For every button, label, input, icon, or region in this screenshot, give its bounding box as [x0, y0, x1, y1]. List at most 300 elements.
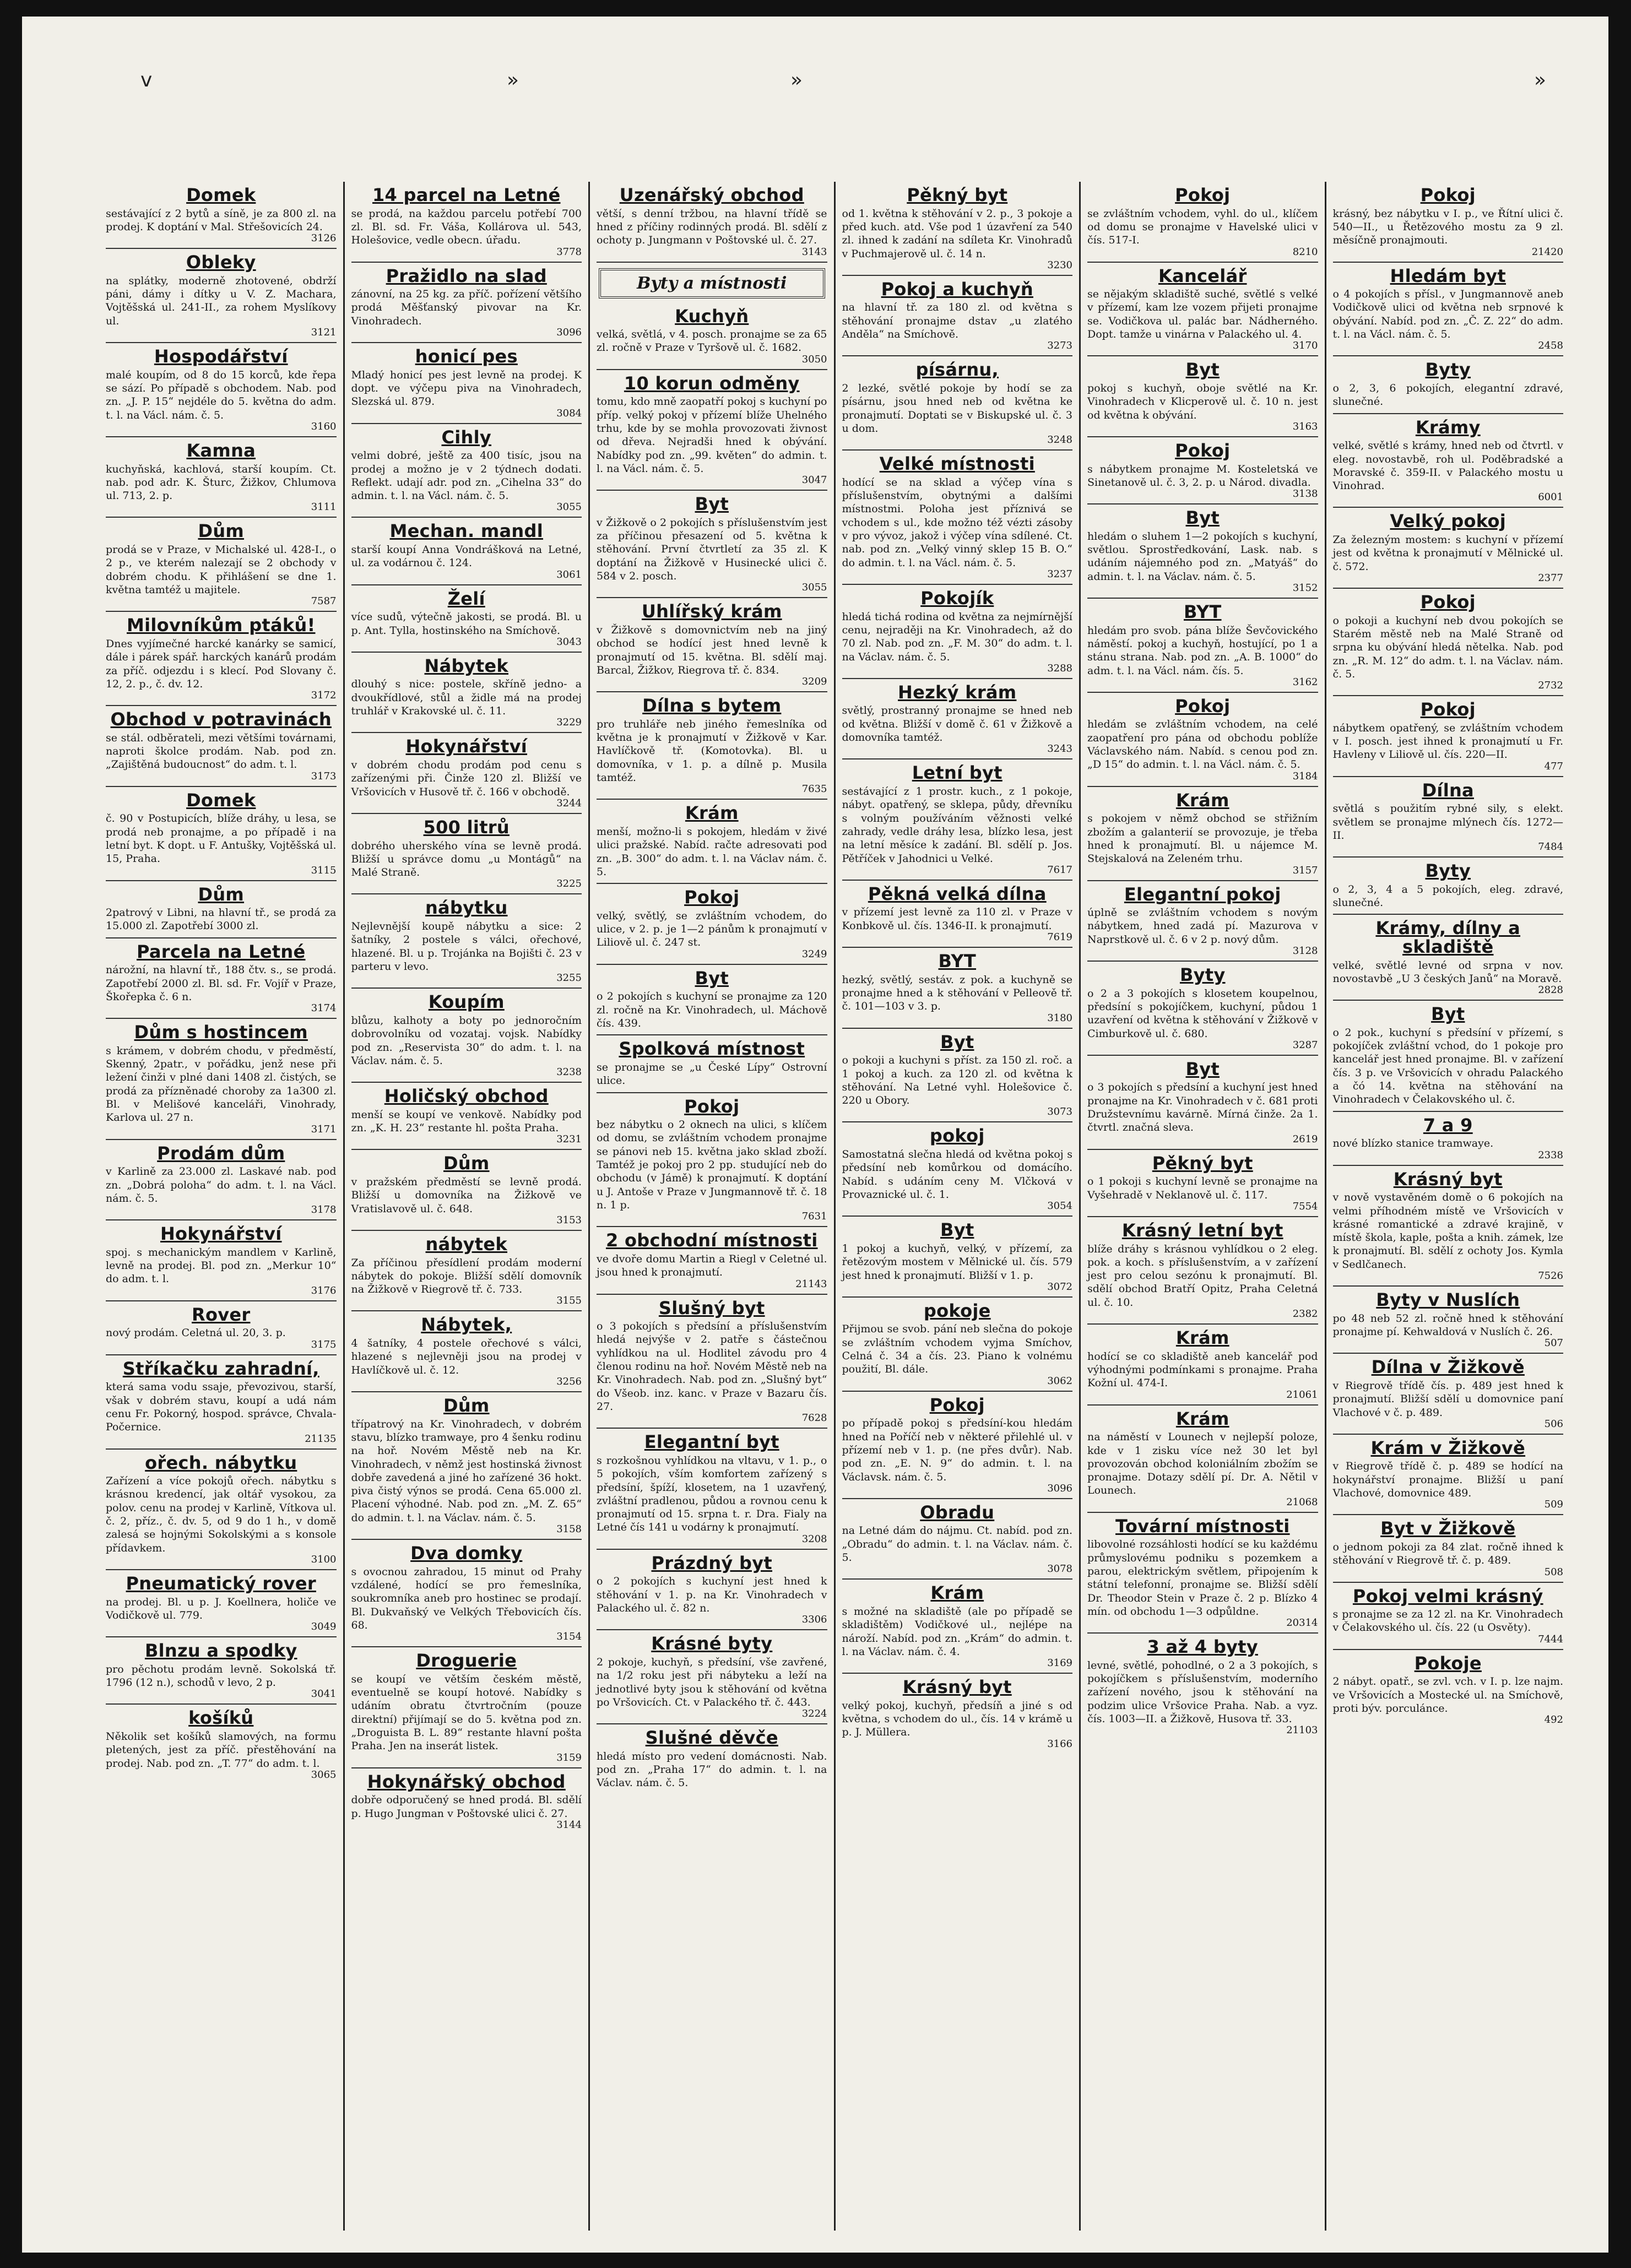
classified-ad: [106, 182, 337, 249]
ad-body: blůzu, kalhoty a boty po jednoročním dobrovolníku od vozataj. vojsk. Nabídky pod zn. „Reservista 30“ do adm. t. l. na Václav. nám. č. 5.: [351, 1014, 582, 1067]
ad-title: Krám: [685, 802, 739, 824]
ad-body: Mladý honicí pes jest levně na prodej. K dopt. ve výčepu piva na Vinohradech, Slezská ul. 879.: [351, 368, 582, 408]
ad-title: Dva domky: [410, 1543, 523, 1564]
ad-body: Nejlevnější koupě nábytku a sice: 2 šatníky, 2 postele s válci, ořechové, hlazené. Bl. u p. Trojánka na Bojišti č. 23 v parteru v levo.: [351, 920, 582, 973]
ad-body: hledám pro svob. pána blíže Ševčovického náměstí. pokoj a kuchyň, hostující, po 1 a stánu strana. Nab. pod zn. „A. B. 1000“ do adm. t. l. na Václ. nám. čís. 5.: [1087, 624, 1318, 677]
ad-body: hodící se co skladiště aneb kancelář pod výhodnými podmínkami s pronajme. Praha Kožní ul. 474-I.: [1087, 1350, 1318, 1390]
ad-body: po 48 neb 52 zl. ročně hned k stěhování pronajme pí. Kehwaldová v Nuslích č. 26.: [1332, 1312, 1563, 1338]
classified-ad: [597, 370, 827, 491]
ad-code: 21103: [1286, 1724, 1318, 1737]
classified-ad: [351, 263, 582, 344]
ad-body: velká, světlá, v 4. posch. pronajme se za 65 zl. ročně v Praze v Tyršově ul. č. 1682.: [597, 328, 827, 354]
classified-ad: [1087, 787, 1318, 881]
top-print-mark: »: [507, 69, 519, 91]
classified-ad: [597, 598, 827, 692]
ad-code: 3084: [556, 407, 582, 419]
ad-title: Byty: [1179, 964, 1226, 986]
ad-body: zánovní, na 25 kg. za příč. pořízení většího prodá Měšťanský pivovar na Kr. Vinohradech.: [351, 288, 582, 327]
ad-body: menší se koupí ve venkově. Nabídky pod zn. „K. H. 23“ restante hl. pošta Praha.: [351, 1108, 582, 1135]
classified-columns: [99, 182, 1570, 2231]
ad-body: se koupí ve větším českém městě, eventuelně se koupí hotové. Nabídky s udáním obratu čtvrtročním (pouze direktní) přijímají se do 5. května pod zn. „Droguista B. L. 89“ restante hlavní pošta Praha. Jen na inserát listek.: [351, 1673, 582, 1752]
ad-code: 492: [1544, 1714, 1563, 1726]
ad-body: nárožní, na hlavní tř., 188 čtv. s., se prodá. Zapotřebí 2000 zl. Bl. sd. Fr. Vojíř v Praze, Škořepka č. 6 n.: [106, 964, 337, 1003]
classified-ad: [351, 653, 582, 734]
ad-title: Byt: [940, 1219, 974, 1241]
ad-title: písárnu,: [915, 359, 999, 381]
ad-code: 3163: [1292, 420, 1318, 432]
ad-body: v Riegrově třídě čís. p. 489 jest hned k pronajmutí. Bližší sdělí u domovnice paní Vlachové v č. p. 489.: [1332, 1379, 1563, 1419]
ad-body: dobrého uherského vína se levně prodá. Bližší u správce domu „u Montágů“ na Malé Straně.: [351, 839, 582, 879]
ad-title: BYT: [938, 951, 977, 972]
ad-title: Pěkný byt: [907, 185, 1008, 205]
classified-ad: [106, 343, 337, 437]
classified-ad: [1087, 504, 1318, 599]
classified-ad: [842, 276, 1073, 357]
ad-title: nábytku: [425, 897, 508, 919]
ad-title: Krásný byt: [902, 1676, 1012, 1698]
ad-title: Krásný letní byt: [1121, 1219, 1283, 1241]
ad-code: 2732: [1538, 680, 1563, 692]
ad-body: o 2, 3, 6 pokojích, elegantní zdravé, slunečné.: [1332, 382, 1563, 408]
ad-code: 3072: [1047, 1281, 1072, 1293]
ad-code: 3065: [311, 1768, 337, 1781]
ad-title: Byt: [1185, 507, 1220, 529]
ad-body: na hlavní tř. za 180 zl. od května s stěhování pronajme dstav „u zlatého Anděla“ na Smíchově.: [842, 301, 1072, 341]
ad-code: 3288: [1047, 662, 1072, 674]
ad-column: [588, 182, 834, 2231]
ad-title: Dílna: [1422, 779, 1474, 801]
classified-ad: [351, 343, 582, 424]
ad-code: 3237: [1047, 568, 1072, 580]
classified-ad: [1333, 1287, 1564, 1354]
ad-title: Krám: [1175, 1408, 1229, 1429]
ad-code: 3121: [311, 327, 337, 339]
ad-title: Pokoj: [1420, 591, 1476, 612]
ad-title: Pokoj: [1175, 695, 1231, 717]
ad-title: Pokojík: [920, 588, 994, 609]
ad-body: pro pěchotu prodám levně. Sokolská tř. 1796 (12 n.), schodů v levo, 2 p.: [106, 1663, 337, 1689]
ad-body: hledá tichá rodina od května za nejmírnější cenu, nejraději na Kr. Vinohradech, až do 70 zl. Nab. pod zn. „F. M. 30“ do adm. t. l. na Václav. nám. č. 5.: [842, 610, 1072, 663]
ad-title: ořech. nábytku: [145, 1452, 297, 1473]
ad-code: 7484: [1538, 841, 1563, 853]
classified-ad: [1087, 1513, 1318, 1634]
ad-body: v Žižkově s domovnictvím neb na jiný obchod se hodící jest hned levně k pronajmutí od 15. května. Bl. sdělí maj. Barcal, Žižkov, Riegrova tř. č. 834.: [597, 623, 827, 676]
ad-code: 8210: [1292, 246, 1318, 258]
ad-code: 3115: [311, 864, 337, 876]
top-print-mark: »: [790, 69, 803, 91]
ad-title: Elegantní pokoj: [1124, 883, 1281, 905]
ad-code: 3138: [1292, 488, 1318, 500]
ad-body: o 1 pokoji s kuchyní levně se pronajme na Vyšehradě v Neklanově ul. č. 117.: [1087, 1175, 1318, 1201]
ad-title: Krám v Žižkově: [1370, 1437, 1526, 1458]
ad-code: 3255: [556, 972, 582, 984]
ad-code: 477: [1544, 760, 1563, 772]
classified-ad: [597, 1429, 827, 1549]
classified-ad: [1087, 1325, 1318, 1406]
classified-ad: [351, 424, 582, 518]
ad-code: 3154: [556, 1631, 582, 1643]
ad-code: 2377: [1538, 572, 1563, 584]
ad-body: ve dvoře domu Martin a Riegl v Celetné ul. jsou hned k pronajmutí.: [597, 1252, 827, 1279]
classified-ad: [106, 1140, 337, 1221]
ad-code: 3244: [556, 797, 582, 809]
classified-ad: [842, 182, 1073, 276]
ad-code: 3230: [1047, 259, 1072, 271]
classified-ad: [351, 518, 582, 585]
ad-code: 3273: [1047, 340, 1072, 352]
ad-body: 2 lezké, světlé pokoje by hodí se za písárnu, jsou hned neb od května ke pronajmutí. Doptati se v Biskupské ul. č. 3 u dom.: [842, 382, 1072, 435]
ad-body: se nějakým skladiště suché, světlé s velké v přízemí, kam lze vozem přijeti pronajme se. Vodičkova ul. palác bar. Nádherného. Dopt. tamže u vinárna v Palackého ul. 4.: [1087, 288, 1318, 341]
classified-ad: [106, 612, 337, 706]
ad-title: nábytek: [425, 1233, 508, 1255]
ad-title: Krámy: [1415, 416, 1481, 438]
ad-title: Obchod v potravinách: [110, 709, 332, 730]
ad-title: 14 parcel na Letné: [372, 185, 561, 205]
classified-ad: [597, 1093, 827, 1228]
ad-code: 3050: [801, 353, 827, 365]
ad-title: Pneumatický rover: [126, 1573, 316, 1594]
classified-ad: [351, 1540, 582, 1647]
classified-ad: [351, 1083, 582, 1150]
ad-code: 3180: [1047, 1012, 1072, 1024]
classified-ad: [842, 585, 1073, 679]
classified-ad: [1333, 414, 1564, 508]
ad-body: v Riegrově třídě č. p. 489 se hodící na hokynářství pronajme. Bližší u paní Vlachové, domovnice 489.: [1332, 1460, 1563, 1500]
ad-body: sestávající z 2 bytů a síně, je za 800 zl. na prodej. K doptání v Mal. Střešovicích 24.: [106, 207, 337, 233]
ad-code: 3126: [311, 232, 337, 245]
ad-body: se prodá, na každou parcelu potřebí 700 zl. Bl. sd. Fr. Váša, Kollárova ul. 543, Holešovice, vedle obecn. úřadu.: [351, 207, 582, 247]
classified-ad: [106, 1301, 337, 1355]
ad-body: třípatrový na Kr. Vinohradech, v dobrém stavu, blízko tramwaye, pro 4 šenku rodinu na hoř. Novém Městě neb na Kr. Vinohradech, v němž jest hostinská živnost dobře zavedená a jiné ho zařízené 36 hokt. piva čistý výnos se prodá. Cena 65.000 zl. Placení výhodné. Nab. pod zn. „M. Z. 65“ do admin. t. l. na Václav. nám. č. 5.: [351, 1418, 582, 1524]
ad-code: 3208: [801, 1533, 827, 1545]
ad-code: 3160: [311, 420, 337, 432]
ad-code: 3055: [556, 501, 582, 513]
ad-title: Kancelář: [1158, 265, 1247, 286]
ad-code: 2619: [1292, 1133, 1318, 1145]
ad-code: 3306: [801, 1614, 827, 1626]
ad-title: Pokoj: [684, 1095, 740, 1117]
ad-title: Byt: [940, 1031, 974, 1052]
ad-title: Pokoj velmi krásný: [1352, 1585, 1543, 1607]
ad-title: Hospodářství: [154, 346, 288, 367]
ad-body: se zvláštním vchodem, vyhl. do ul., klíčem od domu se pronajme v Havelské ulici v čís. 517-I.: [1087, 207, 1318, 247]
ad-code: 3249: [801, 948, 827, 960]
ad-code: 3178: [311, 1204, 337, 1216]
classified-ad: [351, 1311, 582, 1392]
classified-ad: [842, 1029, 1073, 1123]
classified-ad: [842, 1122, 1073, 1217]
ad-body: hledá místo pro vedení domácnosti. Nab. pod zn. „Praha 17“ do admin. t. l. na Václav. nám. č. 5.: [597, 1750, 827, 1789]
ad-body: blíže dráhy s krásnou vyhlídkou o 2 eleg. pok. a koch. s příslušenstvím, a v zařízení jest pro celou sezónu k pronajmutí. Bl. sdělí obchod Bratří Opitz, Praha Celetná ul. č. 10.: [1087, 1242, 1318, 1309]
ad-title: Byt v Žižkově: [1380, 1518, 1516, 1539]
ad-code: 3231: [556, 1133, 582, 1146]
ad-code: 3153: [556, 1214, 582, 1226]
ad-code: 2828: [1538, 984, 1563, 996]
classified-ad: [597, 1295, 827, 1429]
ad-code: 3184: [1292, 770, 1318, 782]
classified-ad: [597, 965, 827, 1036]
ad-code: 7587: [311, 595, 337, 607]
ad-title: Dílna s bytem: [642, 695, 782, 717]
ad-code: 3176: [311, 1284, 337, 1296]
ad-body: o 2 pokojích s kuchyní se pronajme za 120 zl. ročně na Kr. Vinohradech, ul. Máchově čís. 439.: [597, 990, 827, 1029]
ad-body: o 2 pokojích s kuchyní jest hned k stěhování v 1. p. na Kr. Vinohradech v Palackého ul. č. 82 n.: [597, 1575, 827, 1614]
ad-title: 2 obchodní místnosti: [605, 1230, 818, 1251]
ad-code: 3243: [1047, 743, 1072, 755]
ad-code: 3157: [1292, 864, 1318, 876]
classified-ad: [1333, 1001, 1564, 1111]
ad-title: Prázdný byt: [651, 1552, 772, 1574]
classified-ad: [1087, 881, 1318, 962]
ad-code: 3175: [311, 1338, 337, 1350]
ad-title: Domek: [186, 789, 256, 811]
ad-column: [1325, 182, 1570, 2231]
ad-code: 21068: [1286, 1496, 1318, 1508]
classified-ad: [597, 884, 827, 965]
ad-code: 21420: [1531, 246, 1563, 258]
ad-body: sestávající z 1 prostr. kuch., z 1 pokoje, nábyt. opatřený, se sklepa, půdy, dřevníku s volným používáním věžnosti velké zahrady, vedle dráhy lesa, blízko lesa, jest na letní měsíce k zadání. Bl. sdělí p. Jos. Pětříček v Jahodnici u Velké.: [842, 785, 1072, 865]
classified-ad: [597, 303, 827, 370]
ad-code: 20314: [1286, 1617, 1318, 1629]
ad-code: 3287: [1292, 1039, 1318, 1051]
ad-body: o 2, 3, 4 a 5 pokojích, eleg. zdravé, slunečné.: [1332, 883, 1563, 909]
ad-body: bez nábytku o 2 oknech na ulici, s klíčem od domu, se zvláštním vchodem pronajme se pánovi neb 15. května jako sklad zboží. Tamtéž je pokoj pro 2 pp. studující neb do obchodu (v Jámě) k pronajmutí. K doptání u J. Antoše v Praze v Jungmannově tř. č. 18 n. 1 p.: [597, 1119, 827, 1211]
ad-code: 3209: [801, 676, 827, 688]
classified-ad: [842, 1392, 1073, 1499]
ad-code: 3143: [801, 246, 827, 258]
classified-ad: [1087, 962, 1318, 1056]
classified-ad: [351, 1392, 582, 1540]
classified-ad: [351, 1231, 582, 1312]
ad-title: Pokoj a kuchyň: [881, 278, 1033, 300]
ad-title: Hokynářství: [160, 1223, 282, 1245]
ad-title: Byt: [1431, 1003, 1465, 1025]
ad-body: krásný, bez nábytku v I. p., ve Řítní ulici č. 540—II., u Řetězového mostu za 9 zl. měsíčně pronajmouti.: [1332, 207, 1563, 247]
ad-title: košíků: [188, 1707, 254, 1729]
classified-ad: [106, 1355, 337, 1450]
ad-title: Želí: [447, 588, 485, 609]
ad-code: 3225: [556, 878, 582, 890]
ad-body: v nově vystavěném domě o 6 pokojích na velmi příhodném místě ve Vršovicích v krásné romantické a zdravé krajině, v místě škola, kaple, pošta a knih. zámek, lze k pronajmutí. Bl. sdělí z ochoty Jos. Kymla v Sedlčanech.: [1332, 1191, 1563, 1271]
classified-ad: [597, 800, 827, 884]
classified-ad: [1087, 1150, 1318, 1217]
ad-body: velký, světlý, se zvláštním vchodem, do ulice, v 2. p. je 1—2 pánům k pronajmutí v Liliově ul. č. 247 st.: [597, 909, 827, 949]
ad-body: menší, možno-li s pokojem, hledám v živé ulici pražské. Nabíd. račte adresovati pod zn. „B. 300“ do adm. t. l. na Václav nám. č. 5.: [597, 825, 827, 878]
ad-code: 3778: [556, 246, 582, 258]
ad-body: 2 pokoje, kuchyň, s předsíní, vše zavřené, na 1/2 roku jest při nábyteku a leží na jednotlivé byty jsou k stěhování od května po Vršovicích. Ct. v Palackého tř. č. 443.: [597, 1656, 827, 1708]
ad-title: Byt: [1185, 1058, 1220, 1079]
ad-body: s ovocnou zahradou, 15 minut od Prahy vzdálené, hodící se pro řemeslníka, soukromníka aneb pro hostinec se prodají. Bl. Dukvaňský ve Velkých Třebovicích čís. 68.: [351, 1565, 582, 1631]
classified-ad: [106, 1705, 337, 1784]
ad-body: v dobrém chodu prodám pod cenu s zařízenými při. Činže 120 zl. Bližší ve Vršovicích v Husově tř. č. 166 v obchodě.: [351, 759, 582, 798]
ad-body: Samostatná slečna hledá od května pokoj s předsíní neb komůrkou od domácího. Nabíd. s udáním ceny M. Vlčková v Provaznické ul. č. 1.: [842, 1148, 1072, 1201]
top-print-mark: v: [140, 69, 153, 91]
ad-title: Pokoj: [1420, 185, 1476, 205]
ad-title: Stříkačku zahradní,: [122, 1358, 319, 1379]
ad-title: Cihly: [441, 426, 492, 448]
ad-body: spoj. s mechanickým mandlem v Karlině, levně na prodej. Bl. pod zn. „Merkur 10“ do adm. t. l.: [106, 1246, 337, 1285]
ad-code: 7619: [1047, 931, 1072, 943]
ad-body: na náměstí v Lounech v nejlepší poloze, kde v 1 zisku více než 30 let byl provozován obchod koloniálním zbožím se pronajme. Dotazy sdělí pí. Dr. A. Nětil v Lounech.: [1087, 1431, 1318, 1497]
classified-ad: [351, 182, 582, 263]
classified-ad: [842, 1499, 1073, 1580]
ad-body: Zařízení a více pokojů ořech. nábytku s krásnou kredencí, jak oltář vysokou, za polov. cenu na prodej v Karlině, Vítkova ul. č. 2, příz., č. dv. 5, od 9 do 1 h., v domě zalesá se hojnými Sokolskými a s konsole přídavkem.: [106, 1475, 337, 1554]
ad-title: Pokoj: [1175, 185, 1231, 205]
classified-ad: [106, 787, 337, 881]
ad-code: 3238: [556, 1066, 582, 1078]
ad-code: 7628: [801, 1412, 827, 1424]
classified-ad: [842, 759, 1073, 880]
classified-ad: [351, 733, 582, 814]
ad-body: na prodej. Bl. u p. J. Koellnera, holiče ve Vodičkově ul. 779.: [106, 1596, 337, 1621]
ad-title: Obleky: [186, 252, 256, 273]
ad-code: 3173: [311, 770, 337, 782]
ad-title: Domek: [186, 185, 256, 205]
ad-body: pro truhláře neb jiného řemeslníka od května je k pronajmutí v Žižkově v Kar. Havlíčkově tř. (Komotovka). Bl. u domovníka, v 1. p. a dílně p. Musila tamtéž.: [597, 718, 827, 784]
ad-title: Dílna v Žižkově: [1371, 1357, 1525, 1378]
ad-column: [1079, 182, 1325, 2231]
ad-body: světlá s použitím rybné sily, s elekt. světlem se pronajme mlýnech čís. 1272—II.: [1332, 802, 1563, 842]
ad-code: 3172: [311, 690, 337, 702]
ad-code: 2458: [1538, 340, 1563, 352]
ad-body: Dnes vyjímečné harcké kanárky se samicí, dále i párek spář. harckých kanárů prodám za příč. odjezdu i s klecí. Pod Slovany č. 12, 2. p., č. dv. 12.: [106, 637, 337, 690]
ad-body: s pokojem v němž obchod se střižním zbožím a galanterií se provozuje, je třeba hned k pronajmutí. Bl. u nájemce M. Stejskalová na Zeleném trhu.: [1087, 812, 1318, 865]
classified-ad: [106, 518, 337, 612]
ad-title: Prodám dům: [157, 1142, 285, 1164]
classified-ad: [106, 1019, 337, 1140]
ad-code: 21143: [795, 1278, 827, 1290]
ad-body: starší koupí Anna Vondrášková na Letné, ul. za vodárnou č. 124.: [351, 544, 582, 569]
classified-ad: [106, 1220, 337, 1301]
ad-code: 7554: [1292, 1200, 1318, 1212]
ad-body: o 3 pokojích s předsíní a kuchyní jest hned pronajme na Kr. Vinohradech v č. 681 proti Družstevnímu kavárně. Mírná činže. 2a 1. čtvrtl. značná sleva.: [1087, 1081, 1318, 1134]
classified-ad: [351, 585, 582, 653]
ad-code: 21135: [305, 1433, 337, 1445]
ad-title: Hokynářství: [405, 736, 528, 757]
ad-code: 2338: [1538, 1149, 1563, 1161]
ad-title: Dům: [198, 520, 245, 542]
classified-ad: [106, 437, 337, 518]
classified-ad: [1333, 263, 1564, 357]
classified-ad: [106, 1450, 337, 1570]
classified-ad: [597, 182, 827, 263]
ad-body: Přijmou se svob. pání neb slečna do pokoje se zvláštním vchodem vyjma Smíchov, Celná č. 34 a čís. 23. Piano k volnému použití, Bl. dále.: [842, 1323, 1072, 1376]
ad-code: 507: [1544, 1337, 1563, 1349]
ad-title: Uzenářský obchod: [619, 185, 804, 205]
ad-body: úplně se zvláštním vchodem s novým nábytkem, hned zadá pí. Mazurova v Naprstkově ul. č. 6 v 2 p. nový dům.: [1087, 907, 1318, 946]
ad-body: Za železným mostem: s kuchyní v přízemí jest od května k pronajmutí v Mělnické ul. č. 572.: [1332, 534, 1563, 573]
ad-title: Slušné děvče: [645, 1727, 778, 1749]
ad-code: 3170: [1292, 340, 1318, 352]
classified-ad: [1333, 589, 1564, 696]
ad-title: Byt: [1185, 359, 1220, 381]
ad-code: 3047: [801, 474, 827, 486]
ad-code: 7444: [1538, 1633, 1563, 1645]
ad-code: 3224: [801, 1708, 827, 1720]
classified-ad: [106, 881, 337, 938]
ad-body: 2patrový v Libni, na hlavní tř., se prodá za 15.000 zl. Zapotřebí 3000 zl.: [106, 907, 337, 932]
ad-title: Pokoj: [929, 1394, 985, 1415]
ad-title: Dům: [443, 1395, 490, 1416]
ad-title: Nábytek,: [421, 1314, 512, 1336]
ad-title: Milovníkům ptáků!: [127, 615, 316, 636]
ad-title: Pokoj: [684, 887, 740, 908]
top-print-mark: »: [1534, 69, 1547, 91]
ad-code: 3248: [1047, 434, 1072, 446]
ad-code: 3144: [556, 1819, 582, 1831]
ad-body: se stál. odběrateli, mezi většími továrnami, naproti školce prodám. Nab. pod zn. „Zajištěná budoucnost“ do adm. t. l.: [106, 731, 337, 771]
classified-ad: [351, 1647, 582, 1768]
classified-ad: [106, 938, 337, 1019]
classified-ad: [1333, 1650, 1564, 1730]
ad-body: č. 90 v Postupicích, blíže dráhy, u lesa, se prodá neb pronajme, a po případě i na letní byt. K dopt. u F. Antušky, Vojtěšská ul. 15, Praha.: [106, 812, 337, 865]
classified-ad: [351, 989, 582, 1083]
ad-title: Pěkný byt: [1152, 1152, 1253, 1174]
classified-ad: [351, 814, 582, 895]
classified-ad: [1087, 1056, 1318, 1150]
ad-body: prodá se v Praze, v Michalské ul. 428-I., o 2 p., ve kterém nalezají se 2 obchody v dobrém chodu. K přihlášení se dne 1. května tamtéž u majitele.: [106, 544, 337, 596]
ad-body: na splátky, moderně zhotovené, obdrží páni, dámy i dítky u V. Z. Machara, Vojtěšská ul. 241-II., za rohem Myslíkovy ul.: [106, 274, 337, 327]
ad-code: 7617: [1047, 864, 1072, 876]
ad-title: Byty: [1425, 359, 1471, 381]
ad-title: BYT: [1183, 601, 1222, 622]
classified-ad: [1333, 356, 1564, 414]
ad-title: Velký pokoj: [1390, 511, 1507, 532]
ad-title: Hledám byt: [1390, 265, 1506, 286]
ad-code: 7631: [801, 1211, 827, 1223]
classified-ad: [106, 706, 337, 787]
newspaper-page: [22, 17, 1608, 2253]
ad-code: 3171: [311, 1123, 337, 1135]
ad-code: 3229: [556, 717, 582, 729]
classified-ad: [597, 1550, 827, 1631]
ad-body: dobře odporučený se hned prodá. Bl. sdělí p. Hugo Jungman v Poštovské ulici č. 27.: [351, 1794, 582, 1820]
ad-body: na Letné dám do nájmu. Ct. nabíd. pod zn. „Obradu“ do admin. t. l. na Václav. nám. č. 5.: [842, 1524, 1072, 1564]
classified-ad: [842, 1580, 1073, 1674]
ad-title: Kamna: [186, 440, 256, 461]
classified-ad: [1087, 437, 1318, 504]
ad-body: levné, světlé, pohodlné, o 2 a 3 pokojích, s pokojíčkem s příslušenstvím, moderního zařízení nového, jsou k stěhování na podzim ulice Vršovice Praha. Nab. a vyz. čís. 1003—II. a Žižkově, Husova tř. 33.: [1087, 1659, 1318, 1726]
ad-code: 3128: [1292, 945, 1318, 957]
ad-code: 509: [1544, 1499, 1563, 1511]
ad-body: velmi dobré, ještě za 400 tisíc, jsou na prodej a možno je v 2 týdnech dodati. Reflekt. udají adr. pod zn. „Cihelna 33“ do admin. t. l. na Václ. nám. č. 5.: [351, 449, 582, 502]
ad-column: [99, 182, 343, 2231]
ad-column: [834, 182, 1080, 2231]
classified-ad: [1087, 1406, 1318, 1513]
ad-title: Mechan. mandl: [389, 520, 543, 542]
ad-code: 3158: [556, 1523, 582, 1535]
ad-code: 3111: [311, 501, 337, 513]
classified-ad: [1333, 508, 1564, 589]
classified-ad: [842, 881, 1073, 948]
classified-ad: [1087, 599, 1318, 693]
ad-body: velké, světlé levné od srpna v nov. novostavbě „U 3 českých Janů“ na Moravě.: [1332, 959, 1563, 985]
ad-body: o 3 pokojích s předsíní a příslušenstvím hledá nejvýše v 2. patře s částečnou vyhlídkou na ul. Hodlitel závodu pro 4 členou rodinu na hoř. Novém Městě neb na Kr. Vinohradech. Nab. pod zn. „Slušný byt“ do Všeob. inz. kanc. v Praze v Bazaru čís. 27.: [597, 1320, 827, 1413]
classified-ad: [1087, 1217, 1318, 1325]
ad-title: Rover: [192, 1304, 251, 1325]
classified-ad: [1333, 1112, 1564, 1166]
ad-body: s nábytkem pronajme M. Kosteletská ve Sinetanově ul. č. 3, 2. p. u Národ. divadla.: [1087, 463, 1318, 489]
ad-body: dlouhý s nice: postele, skříně jedno- a dvoukřídlové, stůl a židle má na prodej truhlář v Krakovské ul. č. 11.: [351, 678, 582, 718]
ad-title: Byt: [695, 493, 729, 515]
classified-ad: [597, 1227, 827, 1294]
ad-title: Pražidlo na slad: [386, 265, 547, 286]
ad-body: v přízemí jest levně za 110 zl. v Praze v Konbkově ul. čís. 1346-II. k pronajmutí.: [842, 906, 1072, 932]
ad-title: Byty: [1425, 860, 1471, 882]
ad-body: 1 pokoj a kuchyň, velký, v přízemí, za řetězovým mostem v Mělnické ul. čís. 579 jest hned k pronajmutí. Bližší v 1. p.: [842, 1242, 1072, 1282]
ad-body: 4 šatníky, 4 postele ořechové s válci, hlazené s nejlevněji jsou na prodej v Havlíčkově ul. č. 12.: [351, 1337, 582, 1376]
ad-body: hledám se zvláštním vchodem, na celé zaopatření pro pána od obchodu poblíže Václavského nám. Nabíd. s cenou pod zn. „D 15“ do admin. t. l. na Václ. nám. č. 5.: [1087, 718, 1318, 771]
